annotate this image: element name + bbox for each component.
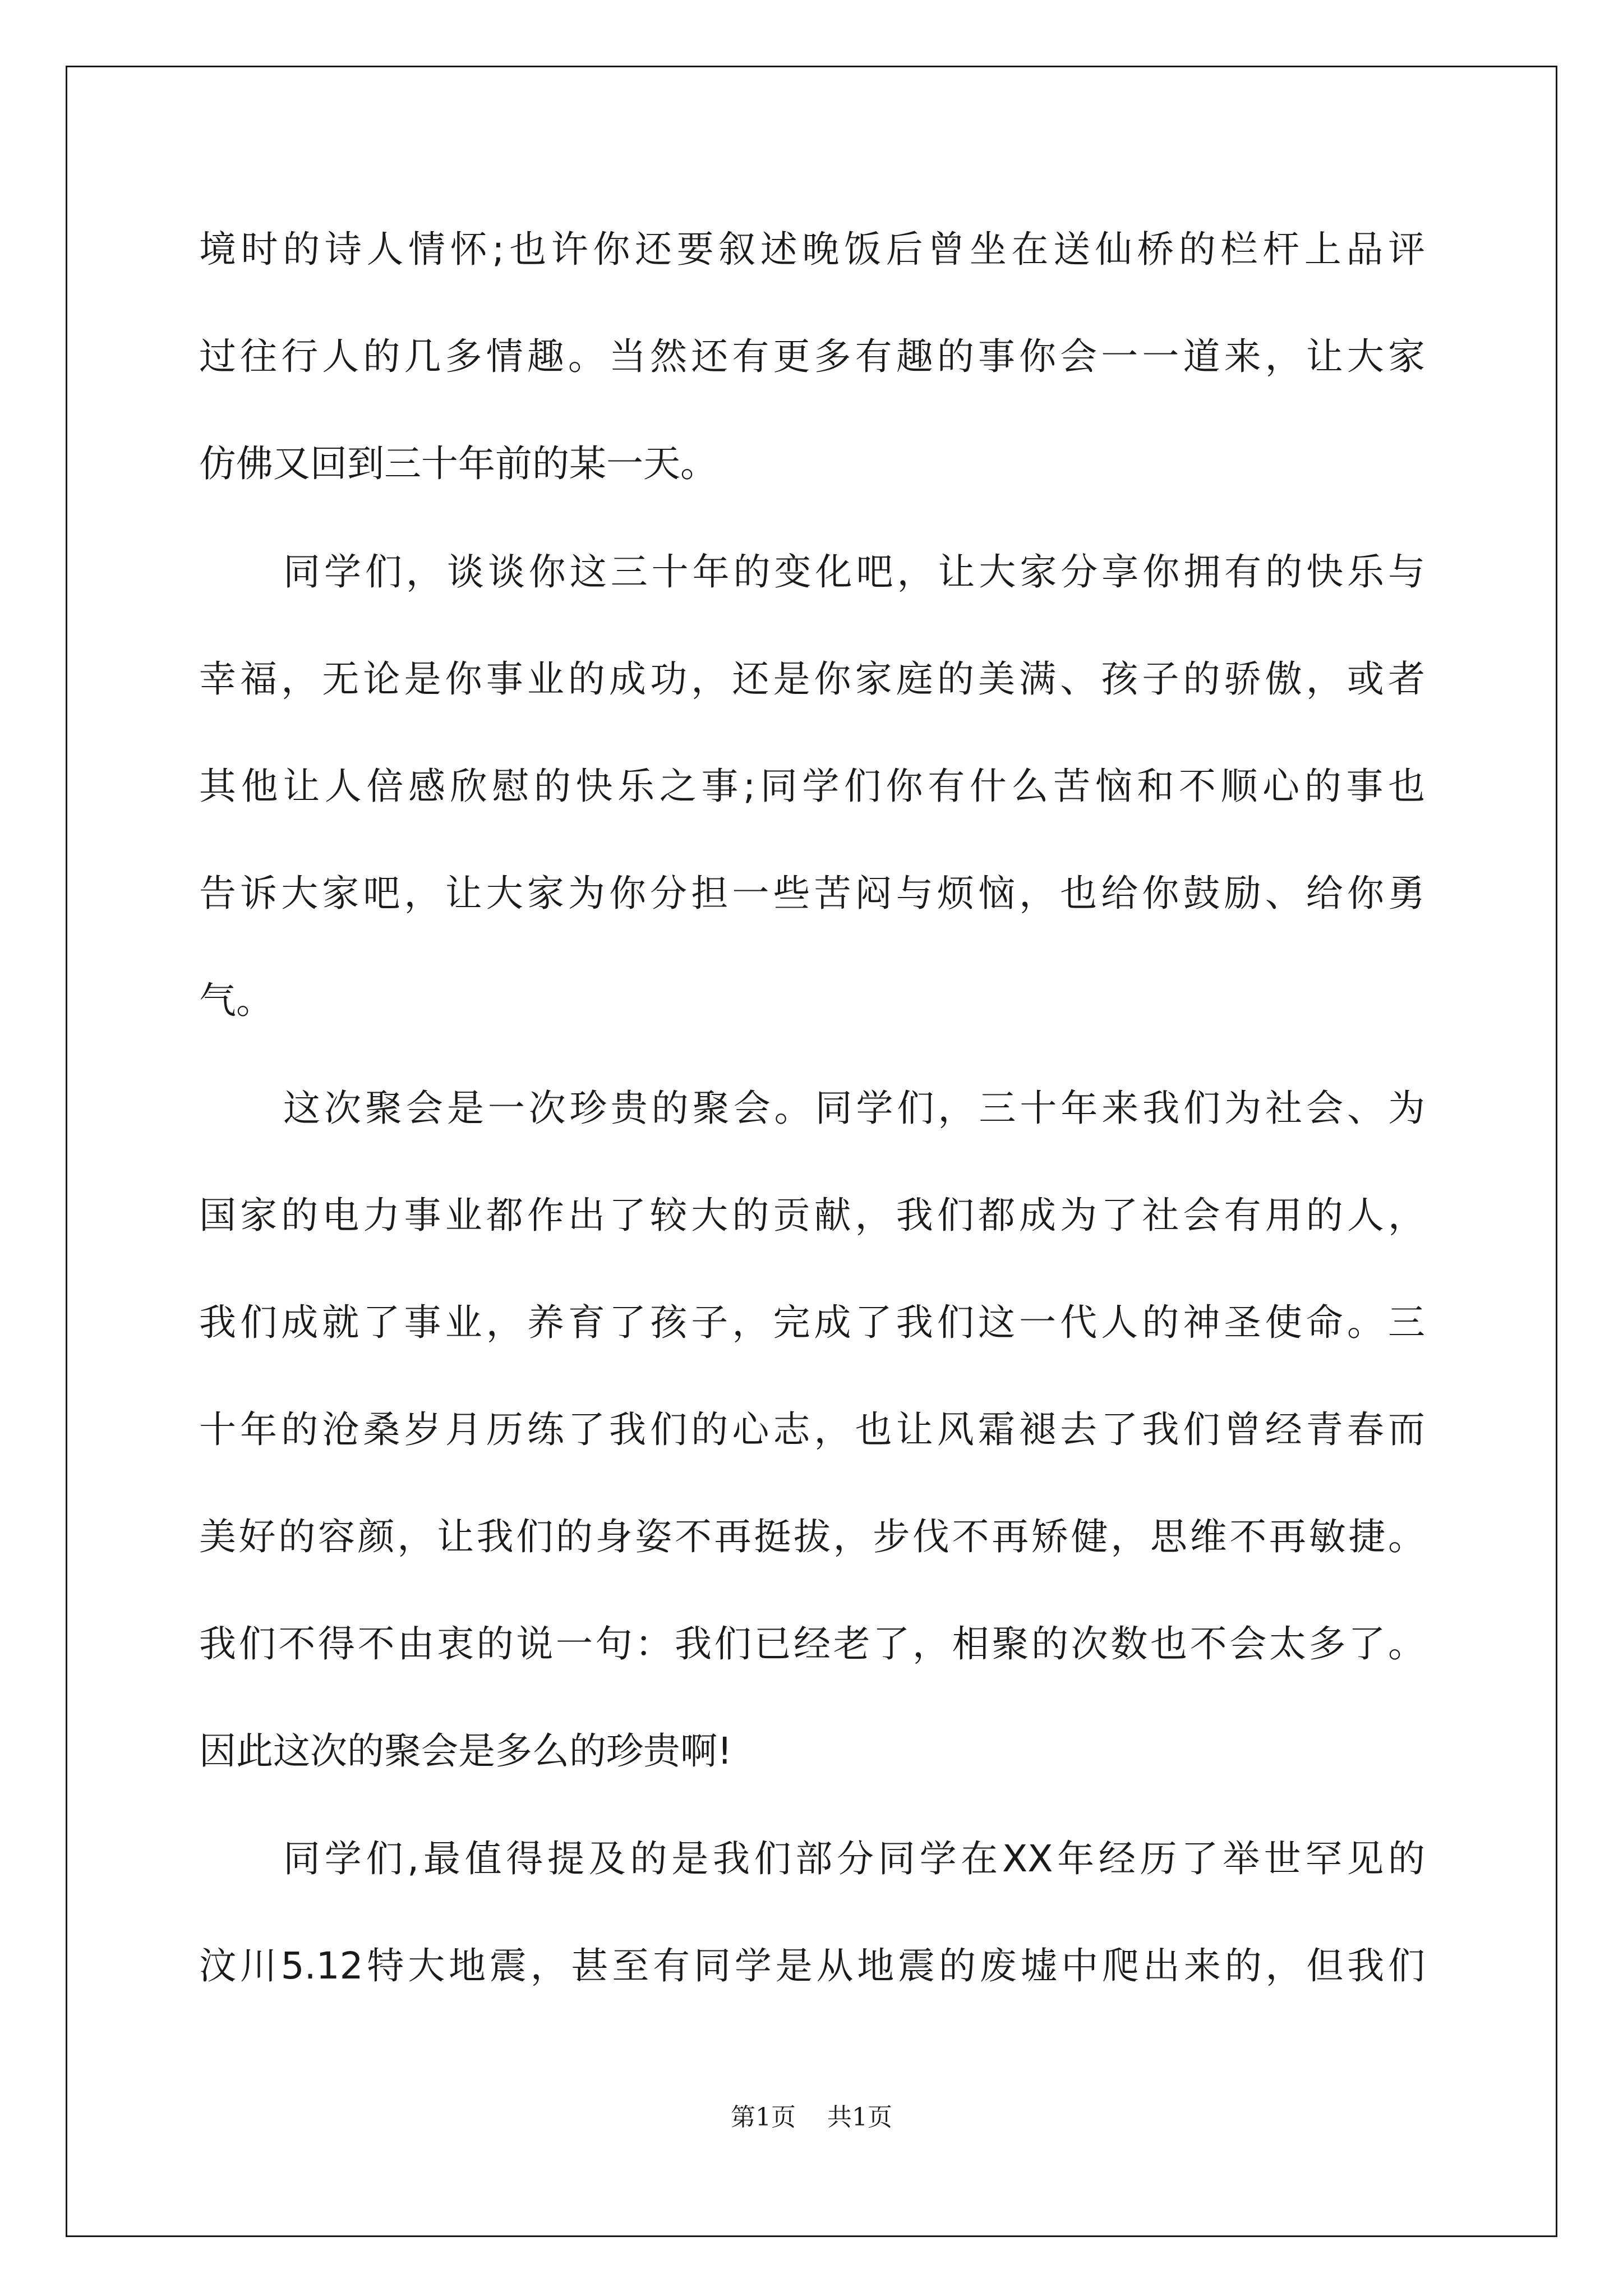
text-line: 过往行人的几多情趣。当然还有更多有趣的事你会一一道来，让大家	[199, 335, 1425, 378]
text-line: 这次聚会是一次珍贵的聚会。同学们，三十年来我们为社会、为	[283, 1087, 1425, 1130]
text-line: 因此这次的聚会是多么的珍贵啊!	[199, 1729, 732, 1773]
text-line: 我们不得不由衷的说一句：我们已经老了，相聚的次数也不会太多了。	[199, 1622, 1425, 1665]
text-line: 同学们,最值得提及的是我们部分同学在XX年经历了举世罕见的	[283, 1837, 1425, 1880]
text-line: 汶川5.12特大地震，甚至有同学是从地震的废墟中爬出来的，但我们	[199, 1944, 1425, 1987]
page-border	[66, 66, 1557, 2237]
text-line: 幸福，无论是你事业的成功，还是你家庭的美满、孩子的骄傲，或者	[199, 657, 1425, 701]
text-line: 气。	[199, 979, 273, 1022]
text-line: 十年的沧桑岁月历练了我们的心志，也让风霜褪去了我们曾经青春而	[199, 1408, 1425, 1451]
text-line: 我们成就了事业，养育了孩子，完成了我们这一代人的神圣使命。三	[199, 1301, 1425, 1344]
text-line: 国家的电力事业都作出了较大的贡献，我们都成为了社会有用的人，	[199, 1194, 1425, 1237]
text-line: 告诉大家吧，让大家为你分担一些苦闷与烦恼，也给你鼓励、给你勇	[199, 872, 1425, 915]
text-line: 境时的诗人情怀;也许你还要叙述晚饭后曾坐在送仙桥的栏杆上品评	[199, 228, 1425, 271]
page-number: 第1页	[731, 2103, 796, 2132]
text-line: 美好的容颜，让我们的身姿不再挺拔，步伐不再矫健，思维不再敏捷。	[199, 1515, 1425, 1558]
text-line: 同学们，谈谈你这三十年的变化吧，让大家分享你拥有的快乐与	[283, 550, 1425, 593]
text-line: 其他让人倍感欣慰的快乐之事;同学们你有什么苦恼和不顺心的事也	[199, 765, 1425, 808]
page-footer	[0, 2101, 1623, 2134]
text-line: 仿佛又回到三十年前的某一天。	[199, 442, 717, 485]
page-total: 共1页	[827, 2103, 892, 2132]
